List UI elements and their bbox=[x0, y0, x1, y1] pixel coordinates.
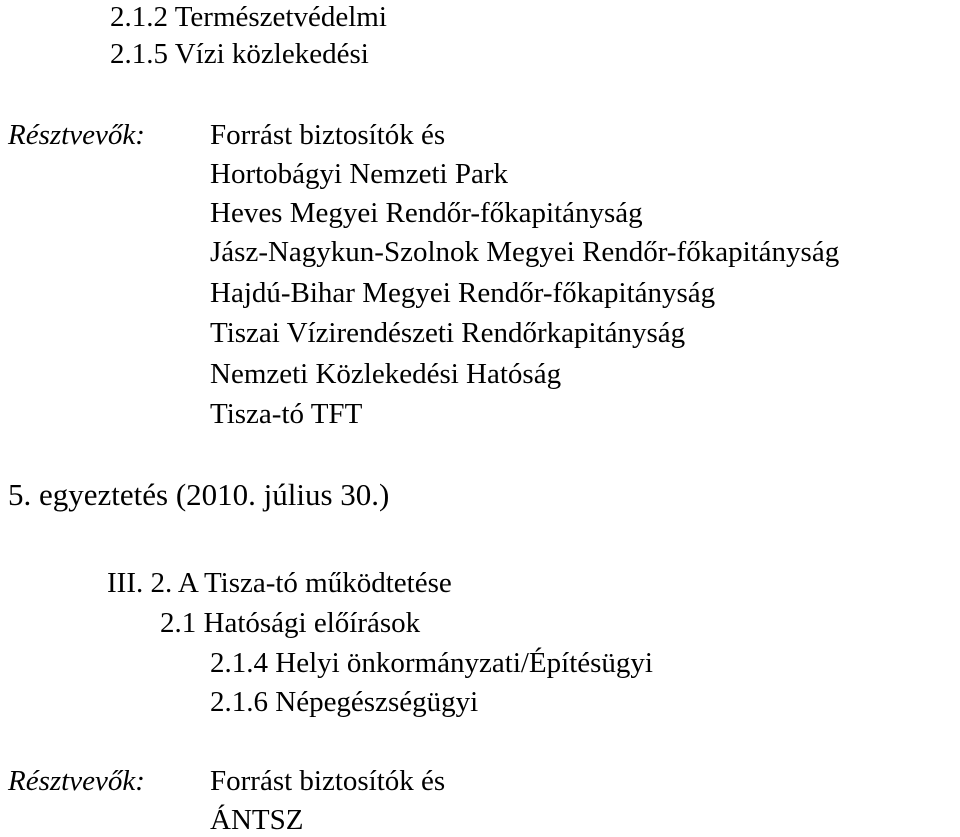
participant-item: Heves Megyei Rendőr-főkapitányság bbox=[210, 197, 643, 229]
consultation-heading: 5. egyeztetés (2010. július 30.) bbox=[8, 477, 390, 512]
subsection-heading: 2.1 Hatósági előírások bbox=[160, 607, 421, 639]
heading-termeszetvedelmi: 2.1.2 Természetvédelmi bbox=[110, 1, 387, 33]
participant-item: Forrást biztosítók és bbox=[210, 119, 446, 151]
heading-vizi-kozlekedesi: 2.1.5 Vízi közlekedési bbox=[110, 38, 369, 70]
participant-item: Forrást biztosítók és bbox=[210, 765, 446, 797]
sub-item-onkormanyzati: 2.1.4 Helyi önkormányzati/Építésügyi bbox=[210, 647, 653, 679]
participant-item: Tisza-tó TFT bbox=[210, 398, 363, 430]
participant-item: Hortobágyi Nemzeti Park bbox=[210, 158, 508, 190]
participant-item: Hajdú-Bihar Megyei Rendőr-főkapitányság bbox=[210, 277, 716, 309]
sub-item-nepegeszsegugyi: 2.1.6 Népegészségügyi bbox=[210, 686, 479, 718]
participant-item: Jász-Nagykun-Szolnok Megyei Rendőr-főkapitányság bbox=[210, 236, 840, 268]
participants-label-1: Résztvevők: bbox=[8, 119, 145, 151]
section-heading: III. 2. A Tisza-tó működtetése bbox=[107, 567, 452, 599]
participants-label-2: Résztvevők: bbox=[8, 765, 145, 797]
participant-item: Nemzeti Közlekedési Hatóság bbox=[210, 358, 562, 390]
participant-item: Tiszai Vízirendészeti Rendőrkapitányság bbox=[210, 317, 686, 349]
participant-item: ÁNTSZ bbox=[210, 804, 304, 836]
